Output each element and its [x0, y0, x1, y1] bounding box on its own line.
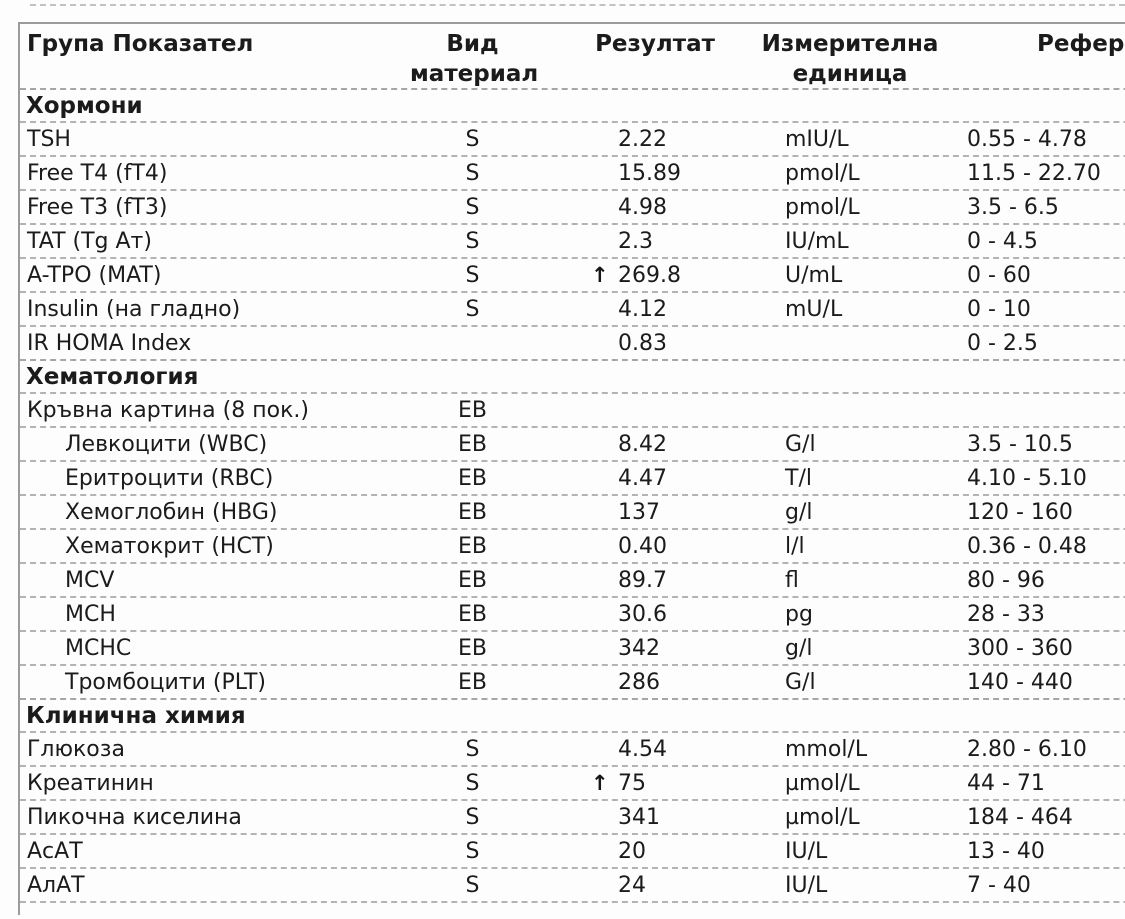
table-row	[20, 189, 1125, 223]
indicator-cell: IR HOMA Index	[27, 330, 192, 356]
indicator-cell: MCV	[65, 567, 115, 593]
reference-cell: 120 - 160	[967, 499, 1073, 525]
table-row	[20, 426, 1125, 460]
result-cell	[555, 839, 755, 864]
column-header-group: Група Показател	[27, 31, 254, 57]
indicator-cell: Free T3 (fT3)	[27, 194, 168, 220]
result-cell	[555, 331, 755, 356]
material-cell: EB	[458, 499, 487, 525]
result-cell	[555, 534, 755, 559]
result-cell	[555, 263, 755, 288]
result-cell	[555, 229, 755, 254]
indicator-cell: MCH	[65, 601, 116, 627]
reference-cell: 184 - 464	[967, 804, 1073, 830]
reference-cell: 3.5 - 6.5	[967, 194, 1059, 220]
reference-cell: 13 - 40	[967, 838, 1045, 864]
table-row	[20, 630, 1125, 664]
scan-artifact-line	[30, 4, 1125, 6]
partial-next-row	[20, 901, 1125, 919]
result-cell	[555, 805, 755, 830]
result-value: 4.98	[618, 194, 667, 220]
column-header-unit: Измерителна единица	[761, 31, 939, 88]
table-body	[20, 88, 1125, 901]
material-cell: EB	[458, 465, 487, 491]
material-cell: S	[465, 296, 480, 322]
material-cell: EB	[458, 533, 487, 559]
table-row	[20, 392, 1125, 426]
section-title: Хормони	[26, 92, 143, 119]
material-cell: S	[465, 262, 480, 288]
unit-cell: IU/L	[785, 838, 828, 864]
result-cell	[555, 297, 755, 322]
section-title: Клинична химия	[26, 702, 246, 729]
table-row	[20, 833, 1125, 867]
table-row	[20, 155, 1125, 189]
section-header-row	[20, 698, 1125, 731]
material-cell: EB	[458, 669, 487, 695]
material-cell: S	[465, 770, 480, 796]
result-value: 24	[618, 872, 646, 898]
result-cell	[555, 161, 755, 186]
result-value: 4.12	[618, 296, 667, 322]
result-value: 0.83	[618, 330, 667, 356]
indicator-cell: АлАТ	[27, 872, 85, 898]
column-header-material: Вид материал	[410, 31, 539, 88]
result-cell	[555, 670, 755, 695]
material-cell: S	[465, 838, 480, 864]
indicator-cell: Еритроцити (RBC)	[65, 465, 274, 491]
indicator-cell: Хематокрит (HCT)	[65, 533, 274, 559]
table-row	[20, 291, 1125, 325]
material-cell: S	[465, 872, 480, 898]
indicator-cell: TAT (Tg Ат)	[27, 228, 152, 254]
indicator-cell: Тромбоцити (PLT)	[65, 669, 266, 695]
section-header-row	[20, 88, 1125, 121]
reference-cell: 140 - 440	[967, 669, 1073, 695]
column-header-result: Резултат	[595, 31, 715, 57]
table-row	[20, 596, 1125, 630]
result-value: 269.8	[618, 262, 681, 288]
indicator-cell: A-TPO (MAT)	[27, 262, 162, 288]
unit-cell: IU/mL	[785, 228, 849, 254]
result-cell	[555, 127, 755, 152]
result-value: 341	[618, 804, 660, 830]
table-row	[20, 223, 1125, 257]
result-cell	[555, 432, 755, 457]
unit-cell: fl	[785, 567, 799, 593]
unit-cell: G/l	[785, 431, 816, 457]
indicator-cell: TSH	[27, 126, 71, 152]
table-row	[20, 325, 1125, 359]
result-value: 2.22	[618, 126, 667, 152]
material-cell: S	[465, 160, 480, 186]
result-value: 4.47	[618, 465, 667, 491]
material-cell: EB	[458, 601, 487, 627]
reference-cell: 0 - 4.5	[967, 228, 1038, 254]
result-value: 8.42	[618, 431, 667, 457]
indicator-cell: Free T4 (fT4)	[27, 160, 168, 186]
table-row	[20, 121, 1125, 155]
material-cell: S	[465, 228, 480, 254]
result-cell	[555, 602, 755, 627]
result-cell	[555, 873, 755, 898]
result-value: 89.7	[618, 567, 667, 593]
reference-cell: 0 - 10	[967, 296, 1031, 322]
unit-cell: IU/L	[785, 872, 828, 898]
result-cell	[555, 636, 755, 661]
indicator-cell: Insulin (на гладно)	[27, 296, 241, 322]
section-title: Хематология	[26, 363, 199, 390]
unit-cell: µmol/L	[785, 804, 860, 830]
table-row	[20, 867, 1125, 901]
unit-cell: g/l	[785, 499, 813, 525]
table-row	[20, 528, 1125, 562]
reference-cell: 11.5 - 22.70	[967, 160, 1101, 186]
result-cell	[555, 500, 755, 525]
unit-cell: l/l	[785, 533, 805, 559]
unit-cell: pmol/L	[785, 194, 860, 220]
result-cell	[555, 195, 755, 220]
reference-cell: 0.36 - 0.48	[967, 533, 1087, 559]
table-row	[20, 562, 1125, 596]
result-cell	[555, 568, 755, 593]
reference-cell: 80 - 96	[967, 567, 1045, 593]
indicator-cell: Кръвна картина (8 пок.)	[27, 397, 309, 423]
result-value: 286	[618, 669, 660, 695]
reference-cell: 7 - 40	[967, 872, 1031, 898]
high-arrow-icon: ↑	[591, 263, 609, 287]
column-header-reference: Рефер	[1037, 31, 1125, 57]
table-header-row	[20, 24, 1125, 88]
reference-cell: 0 - 60	[967, 262, 1031, 288]
unit-cell: G/l	[785, 669, 816, 695]
unit-cell: pg	[785, 601, 813, 627]
result-value: 342	[618, 635, 660, 661]
table-row	[20, 494, 1125, 528]
reference-cell: 0.55 - 4.78	[967, 126, 1087, 152]
material-cell: EB	[458, 431, 487, 457]
unit-cell: mmol/L	[785, 736, 868, 762]
result-value: 0.40	[618, 533, 667, 559]
material-cell: EB	[458, 397, 487, 423]
result-cell	[555, 771, 755, 796]
table-row	[20, 460, 1125, 494]
indicator-cell: MCHC	[65, 635, 132, 661]
unit-cell: pmol/L	[785, 160, 860, 186]
result-value: 137	[618, 499, 660, 525]
section-header-row	[20, 359, 1125, 392]
table-row	[20, 257, 1125, 291]
table-row	[20, 799, 1125, 833]
indicator-cell: Пикочна киселина	[27, 804, 242, 830]
indicator-cell: Креатинин	[27, 770, 154, 796]
reference-cell: 300 - 360	[967, 635, 1073, 661]
material-cell: EB	[458, 567, 487, 593]
material-cell: S	[465, 126, 480, 152]
table-row	[20, 765, 1125, 799]
material-cell: S	[465, 736, 480, 762]
indicator-cell: АсАТ	[27, 838, 83, 864]
indicator-cell: Левкоцити (WBC)	[65, 431, 268, 457]
result-value: 75	[618, 770, 646, 796]
unit-cell: mIU/L	[785, 126, 849, 152]
material-cell: S	[465, 804, 480, 830]
result-value: 15.89	[618, 160, 681, 186]
unit-cell: g/l	[785, 635, 813, 661]
result-cell	[555, 466, 755, 491]
table-row	[20, 664, 1125, 698]
result-value: 2.3	[618, 228, 653, 254]
unit-cell: µmol/L	[785, 770, 860, 796]
table-row	[20, 731, 1125, 765]
reference-cell: 4.10 - 5.10	[967, 465, 1087, 491]
reference-cell: 0 - 2.5	[967, 330, 1038, 356]
high-arrow-icon: ↑	[591, 771, 609, 795]
unit-cell: T/l	[785, 465, 812, 491]
unit-cell: U/mL	[785, 262, 843, 288]
indicator-cell: Глюкоза	[27, 736, 125, 762]
result-value: 20	[618, 838, 646, 864]
lab-results-table	[18, 22, 1125, 915]
result-cell	[555, 737, 755, 762]
reference-cell: 2.80 - 6.10	[967, 736, 1087, 762]
unit-cell: mU/L	[785, 296, 843, 322]
reference-cell: 3.5 - 10.5	[967, 431, 1073, 457]
reference-cell: 44 - 71	[967, 770, 1045, 796]
material-cell: EB	[458, 635, 487, 661]
indicator-cell: Хемоглобин (HBG)	[65, 499, 278, 525]
result-value: 30.6	[618, 601, 667, 627]
result-value: 4.54	[618, 736, 667, 762]
material-cell: S	[465, 194, 480, 220]
reference-cell: 28 - 33	[967, 601, 1045, 627]
